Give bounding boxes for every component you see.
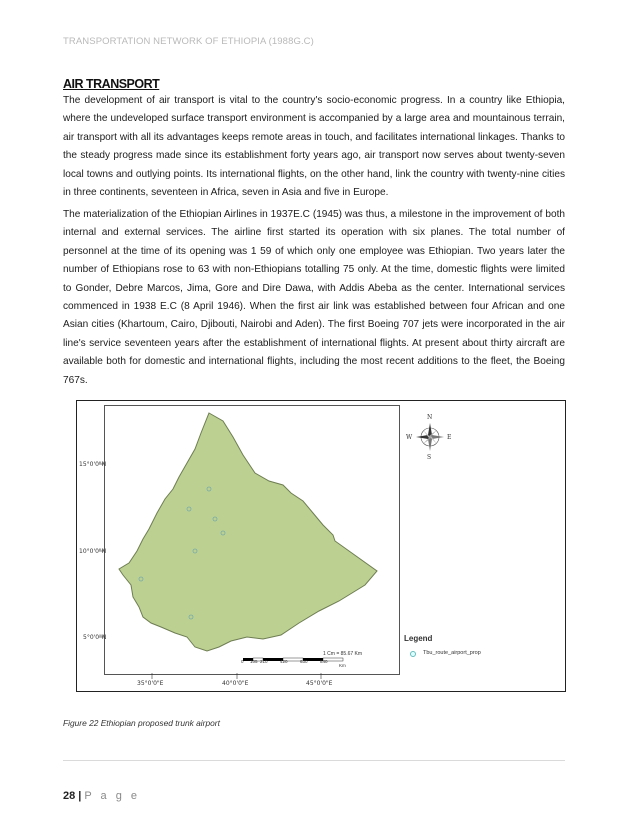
section-title: AIR TRANSPORT — [63, 77, 160, 91]
scale-tick-label: 420 — [280, 659, 288, 664]
paragraph-1: The development of air transport is vital to the country's socio-economic progress. In a country like Ethiopia, where the undeveloped surface transport environment is accompanied by a large area and mountainous terrain, air transport with all its advantages keeps remote areas in touch, and facilitates international linkages. Thanks to the steady progress made since its establishment forty years ago, air transport now serves about twenty-seven local towns and outlying points. Its international flights, on the other hand, link the country with twenty-nine cities in three continents, seventeen in Africa, seven in Asia and five in Europe. — [63, 95, 565, 199]
ethiopia-polygon — [119, 413, 377, 651]
footer-separator: | — [78, 790, 82, 802]
scale-bar — [243, 658, 343, 661]
lat-label-10n: 10°0'0"N — [79, 548, 107, 555]
scale-tick-label: 0 — [241, 659, 244, 664]
legend-title: Legend — [404, 634, 433, 643]
running-header: TRANSPORTATION NETWORK OF ETHIOPIA (1988G.C) — [63, 36, 314, 47]
page-number: 28 — [63, 790, 76, 802]
compass-north: N — [427, 414, 433, 421]
paragraph-2: The materialization of the Ethiopian Airlines in 1937E.C (1945) was thus, a milestone in the improvement of both internal and external services. The airline first started its operation with six planes. The total number of personnel at the time of its opening was 1 59 of which only one employee was Ethiopian. Two years later the number of Ethiopians rose to 63 with non-Ethiopians totalling 75 only. At the time, domestic flights were limited to Gonder, Debre Marcos, Jima, Gore and Dire Dawa, with Addis Abeba as the center. International services commenced in 1938 E.C (8 April 1946). When the first air link was established between four African and one Asian cities (Khartoum, Cairo, Djibouti, Nairobi and Aden). The first Boeing 707 jets were incorporated in the air line's service seventeen years after the establishment of international flights. At present about thirty aircraft are available both for domestic and international flights, including the most recent additions to the fleet, the Boeing 767s. — [63, 209, 565, 386]
lon-label-45e: 45°0'0"E — [306, 680, 333, 687]
scale-tick-label: 630 — [300, 659, 308, 664]
scale-ratio: 1 Cm = 85.67 Km — [323, 651, 363, 657]
compass-west: W — [406, 434, 413, 441]
lon-label-40e: 40°0'0"E — [222, 680, 249, 687]
compass-rose-icon — [416, 423, 444, 451]
scale-tick-label: 105 — [250, 659, 258, 664]
figure-caption: Figure 22 Ethiopian proposed trunk airport — [63, 718, 220, 728]
lon-label-35e: 35°0'0"E — [137, 680, 164, 687]
compass-south: S — [427, 454, 432, 461]
legend-marker-icon — [410, 651, 416, 657]
lat-label-5n: 5°0'0"N — [83, 634, 107, 641]
scale-tick-label: 210 — [260, 659, 268, 664]
lat-label-15n: 15°0'0"N — [79, 461, 107, 468]
page-word: P a g e — [84, 790, 140, 802]
page-footer — [63, 790, 140, 802]
scale-tick-label: 840 — [320, 659, 328, 664]
compass-east: E — [447, 434, 452, 441]
map-figure — [76, 400, 566, 692]
footer-divider — [63, 760, 565, 761]
scale-unit: Km — [339, 663, 346, 668]
map-graphic — [77, 401, 565, 691]
legend-item-label: Tbu_route_airport_prop — [423, 650, 481, 656]
